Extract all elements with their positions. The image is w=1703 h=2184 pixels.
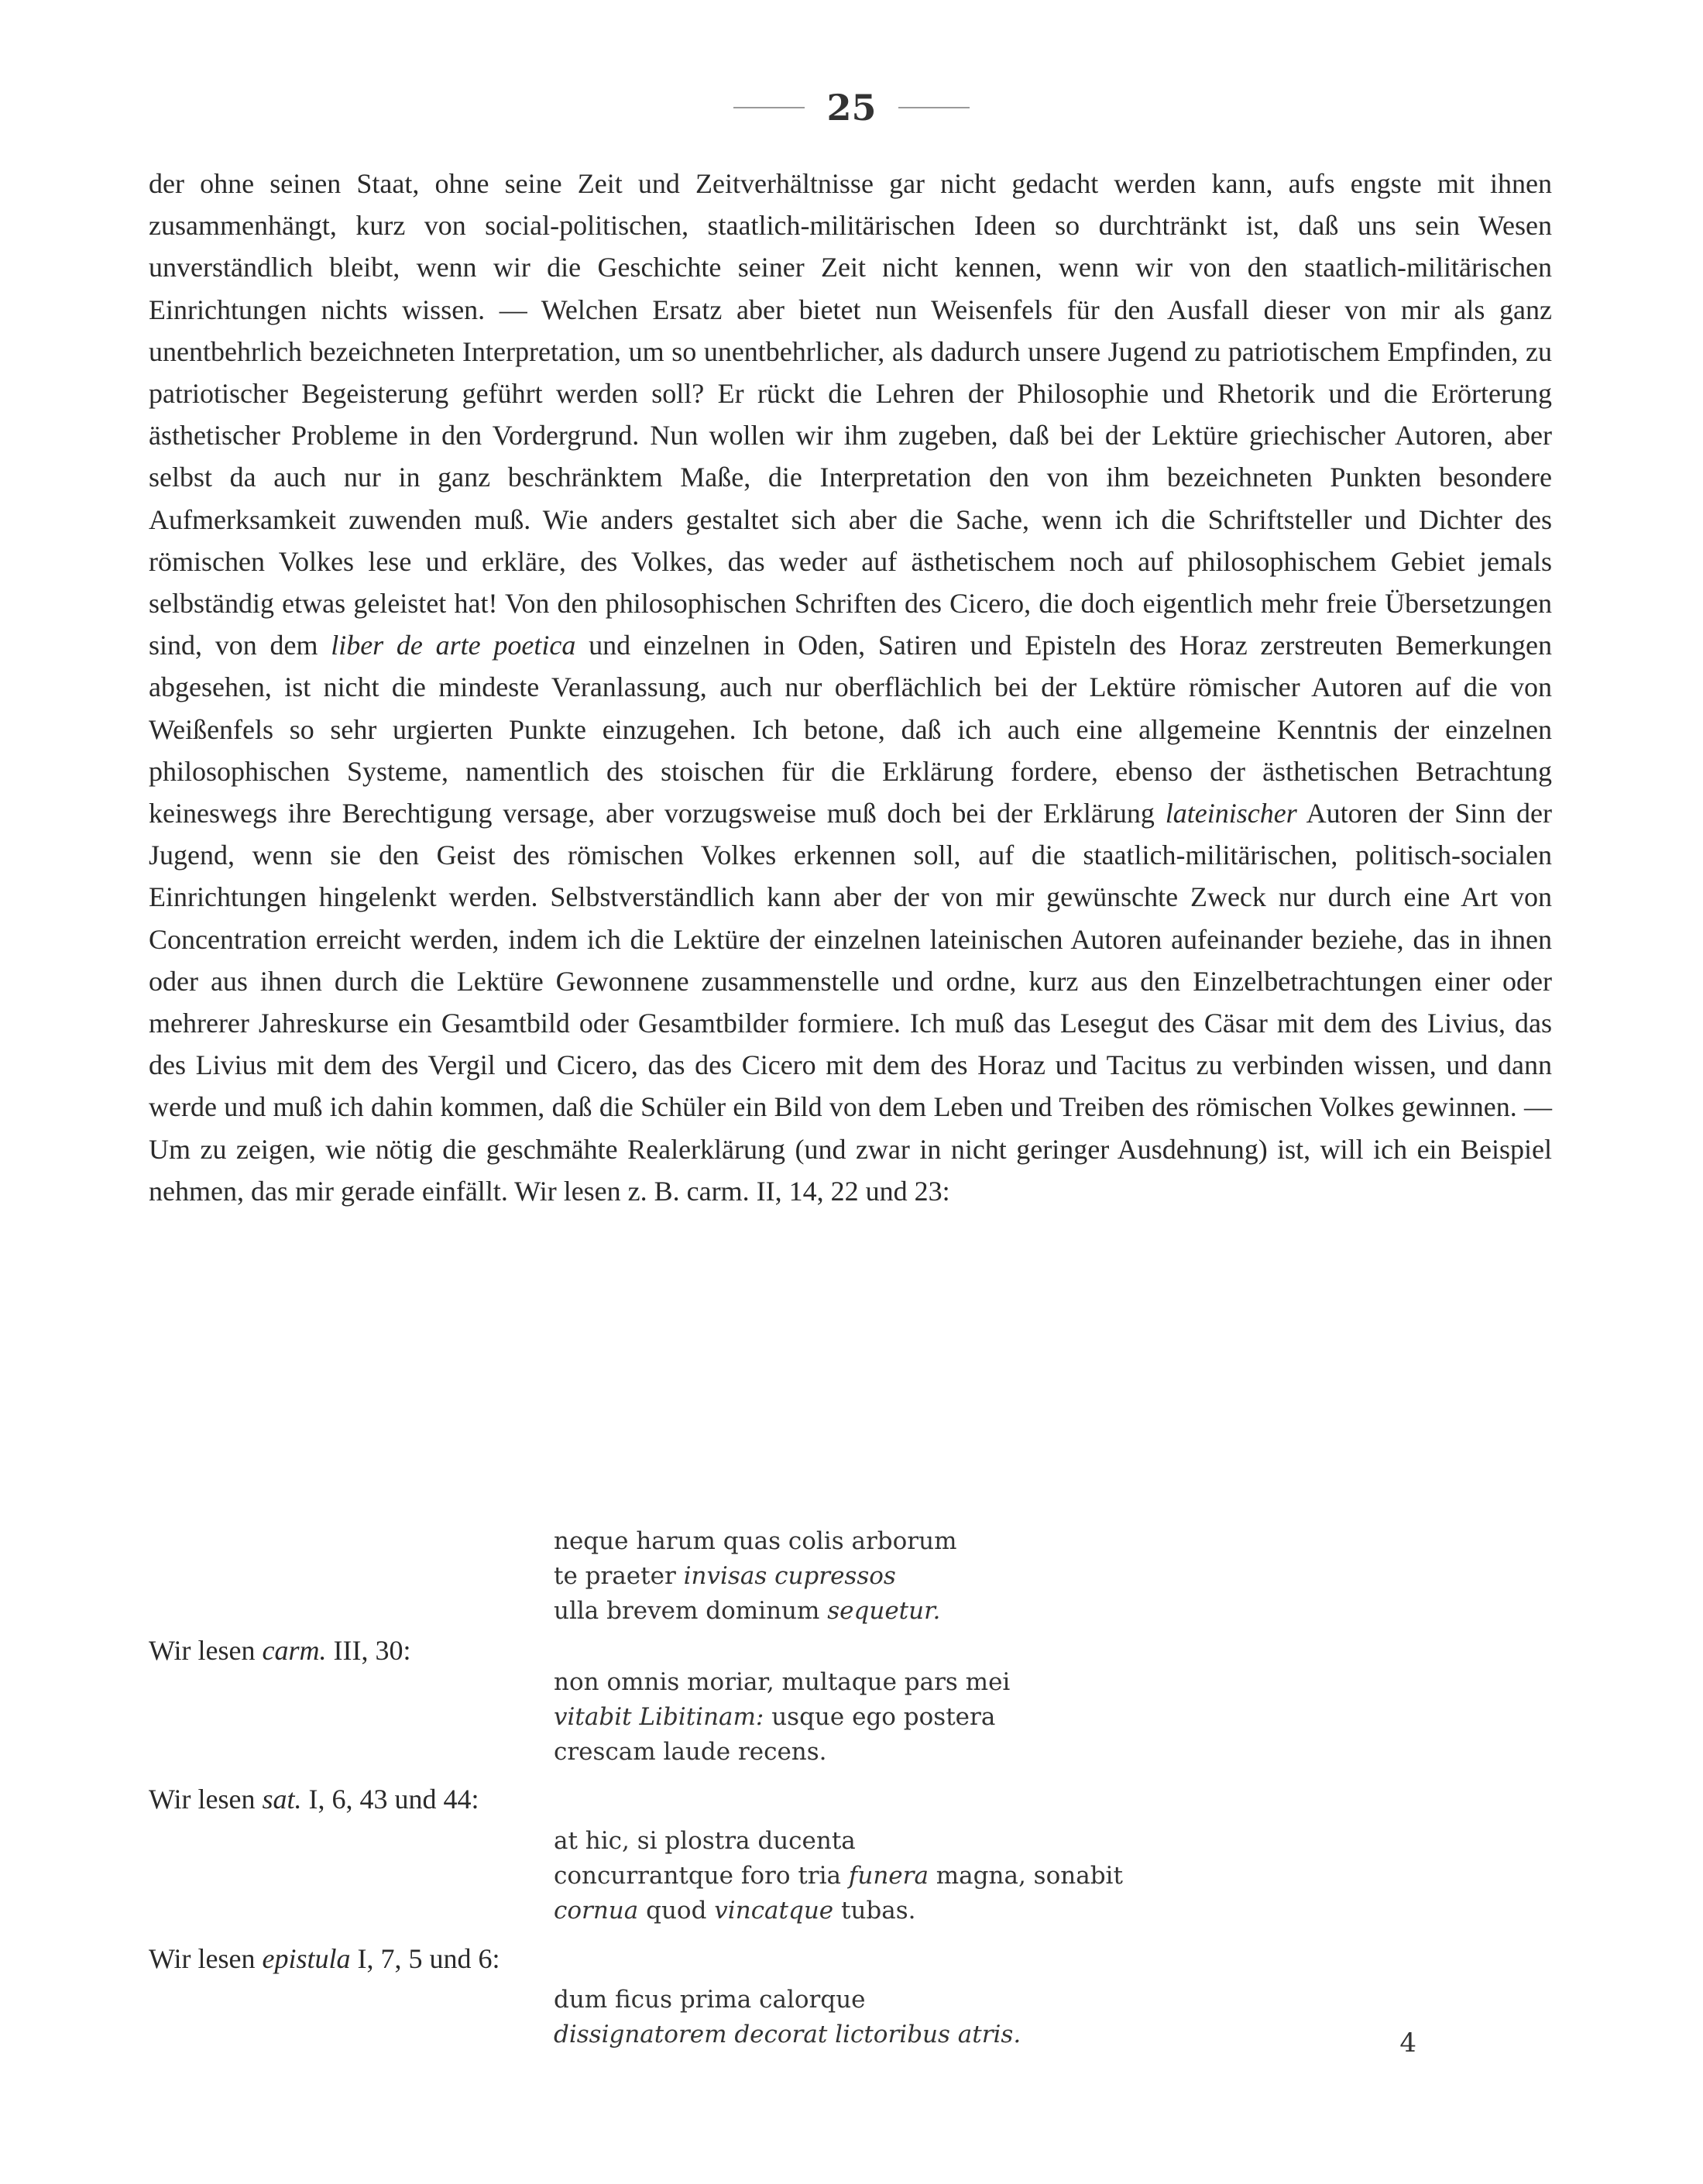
verse-line	[554, 1894, 1123, 1928]
verse-text: quod	[638, 1897, 715, 1925]
verse-italic: funera	[848, 1862, 929, 1890]
header-rule-right	[898, 107, 970, 108]
verse-text: magna, sonabit	[928, 1862, 1123, 1890]
italic-run: lateinischer	[1165, 798, 1297, 829]
citation-lead	[149, 1942, 500, 1975]
text-run: Autoren der Sinn der Jugend, wenn sie den Geist des römischen Volkes erkennen soll, auf die staatlich-militärischen, politisch-socialen Einrichtungen hingelenkt werden. Selbstverständlich kann aber der von mir gewünschte Zweck nur durch eine Art von Concentration erreicht werden, indem ich die Lektüre der einzelnen lateinischen Autoren aufeinander beziehe, das in ihnen oder aus ihnen durch die Lektüre Gewonnene zusammenstelle und ordne, kurz aus den Einzelbetrachtungen einer oder mehrerer Jahreskurse ein Gesamtbild oder Gesamtbilder formiere. Ich muß das Lesegut des Cäsar mit dem des Livius, das des Livius mit dem des Vergil und Cicero, das des Cicero mit dem des Horaz und Tacitus zu verbinden wissen, und dann werde und muß ich dahin kommen, daß die Schüler ein Bild von dem Leben und Treiben des römischen Volkes gewinnen. — Um zu zeigen, wie nötig die geschmähte Realerklärung (und zwar in nicht geringer Ausdehnung) ist, will ich ein Beispiel nehmen, das mir gerade einfällt. Wir lesen z. B. carm. II, 14, 22 und 23:	[149, 798, 1553, 1207]
lead-italic: epistula	[262, 1943, 351, 1974]
quote-carm-ii-14	[554, 1524, 956, 1629]
signature-mark: 4	[1399, 2028, 1416, 2059]
text-run: der ohne seinen Staat, ohne seine Zeit und Zeitverhältnisse gar nicht gedacht werden kann, aufs engste mit ihnen zusammenhängt, kurz von social-politischen, staatlich-militärischen Ideen so durchtränkt ist, daß uns sein Wesen unverständlich bleibt, wenn wir die Geschichte seiner Zeit nicht kennen, wenn wir von den staatlich-militärischen Einrichtungen nichts wissen. — Welchen Ersatz aber bietet nun Weisenfels für den Ausfall dieser von mir als ganz unentbehrlich bezeichneten Interpretation, um so unentbehrlicher, als dadurch unsere Jugend zu patriotischem Empfinden, zu patriotischer Begeisterung geführt werden soll? Er rückt die Lehren der Philosophie und Rhetorik und die Erörterung ästhetischer Probleme in den Vordergrund. Nun wollen wir ihm zugeben, daß bei der Lektüre griechischer Autoren, aber selbst da auch nur in ganz beschränktem Maße, die Interpretation den von ihm bezeichneten Punkten besondere Aufmerksamkeit zuwenden muß. Wie anders gestaltet sich aber die Sache, wenn ich die Schriftsteller und Dichter des römischen Volkes lese und erkläre, des Volkes, das weder auf ästhetischem noch auf philosophischem Gebiet jemals selbständig etwas geleistet hat! Von den philosophischen Schriften des Cicero, die doch eigentlich mehr freie Übersetzungen sind, von dem	[149, 168, 1552, 661]
page-number: 25	[826, 87, 877, 129]
lead-text: Wir lesen	[149, 1943, 263, 1974]
verse-line	[554, 2017, 1021, 2052]
page-header	[0, 87, 1703, 129]
quote-carm-iii-30	[554, 1665, 1010, 1770]
header-rule-left	[733, 107, 805, 108]
verse-line	[554, 1594, 956, 1629]
body-text	[149, 163, 1552, 1212]
citation-lead	[149, 1783, 479, 1815]
lead-italic: sat.	[262, 1784, 302, 1815]
verse-italic: vitabit Libitinam:	[554, 1703, 764, 1731]
lead-text: I, 6, 43 und 44:	[301, 1784, 479, 1815]
lead-text: III, 30:	[326, 1635, 411, 1666]
verse-italic: dissignatorem decorat lictoribus atris.	[554, 2021, 1021, 2048]
lead-text: Wir lesen	[149, 1784, 263, 1815]
verse-line	[554, 1524, 956, 1559]
quote-sat-i-6	[554, 1824, 1123, 1928]
verse-line	[554, 1824, 1123, 1859]
verse-text: concurrantque foro tria	[554, 1862, 849, 1890]
paragraph	[149, 163, 1552, 1212]
verse-italic: cornua	[554, 1897, 639, 1925]
verse-italic: vincatque	[714, 1897, 834, 1925]
verse-italic: sequetur.	[827, 1597, 941, 1625]
verse-line	[554, 1735, 1010, 1770]
verse-text: crescam laude recens.	[554, 1738, 827, 1766]
verse-line	[554, 1983, 1021, 2017]
verse-italic: invisas cupressos	[683, 1562, 896, 1590]
verse-text: neque harum quas colis arborum	[554, 1527, 957, 1555]
verse-text: te praeter	[554, 1562, 684, 1590]
text-run: und einzelnen in Oden, Satiren und Episteln des Horaz zerstreuten Bemerkungen abgesehen, ist nicht die mindeste Veranlassung, auch nur oberflächlich bei der Lektüre römischer Autoren auf die von Weißenfels so sehr urgierten Punkte einzugehen. Ich betone, daß ich auch eine allgemeine Kenntnis der einzelnen philosophischen Systeme, namentlich des stoischen für die Erklärung fordere, ebenso der ästhetischen Betrachtung keineswegs ihre Berechtigung versage, aber vorzugsweise muß doch bei der Erklärung	[149, 630, 1553, 829]
lead-text: I, 7, 5 und 6:	[350, 1943, 500, 1974]
verse-line	[554, 1665, 1010, 1700]
verse-text: non omnis moriar, multaque pars mei	[554, 1668, 1011, 1696]
verse-text: at hic, si plostra ducenta	[554, 1827, 856, 1855]
verse-text: usque ego postera	[764, 1703, 996, 1731]
citation-lead	[149, 1634, 410, 1667]
verse-line	[554, 1559, 956, 1594]
verse-line	[554, 1700, 1010, 1735]
italic-run: liber de arte poetica	[331, 630, 576, 661]
lead-italic: carm.	[262, 1635, 327, 1666]
quote-epistula-i-7	[554, 1983, 1021, 2052]
verse-line	[554, 1859, 1123, 1894]
lead-text: Wir lesen	[149, 1635, 263, 1666]
verse-text: dum ficus prima calorque	[554, 1986, 866, 2014]
verse-text: ulla brevem dominum	[554, 1597, 828, 1625]
verse-text: tubas.	[833, 1897, 916, 1925]
